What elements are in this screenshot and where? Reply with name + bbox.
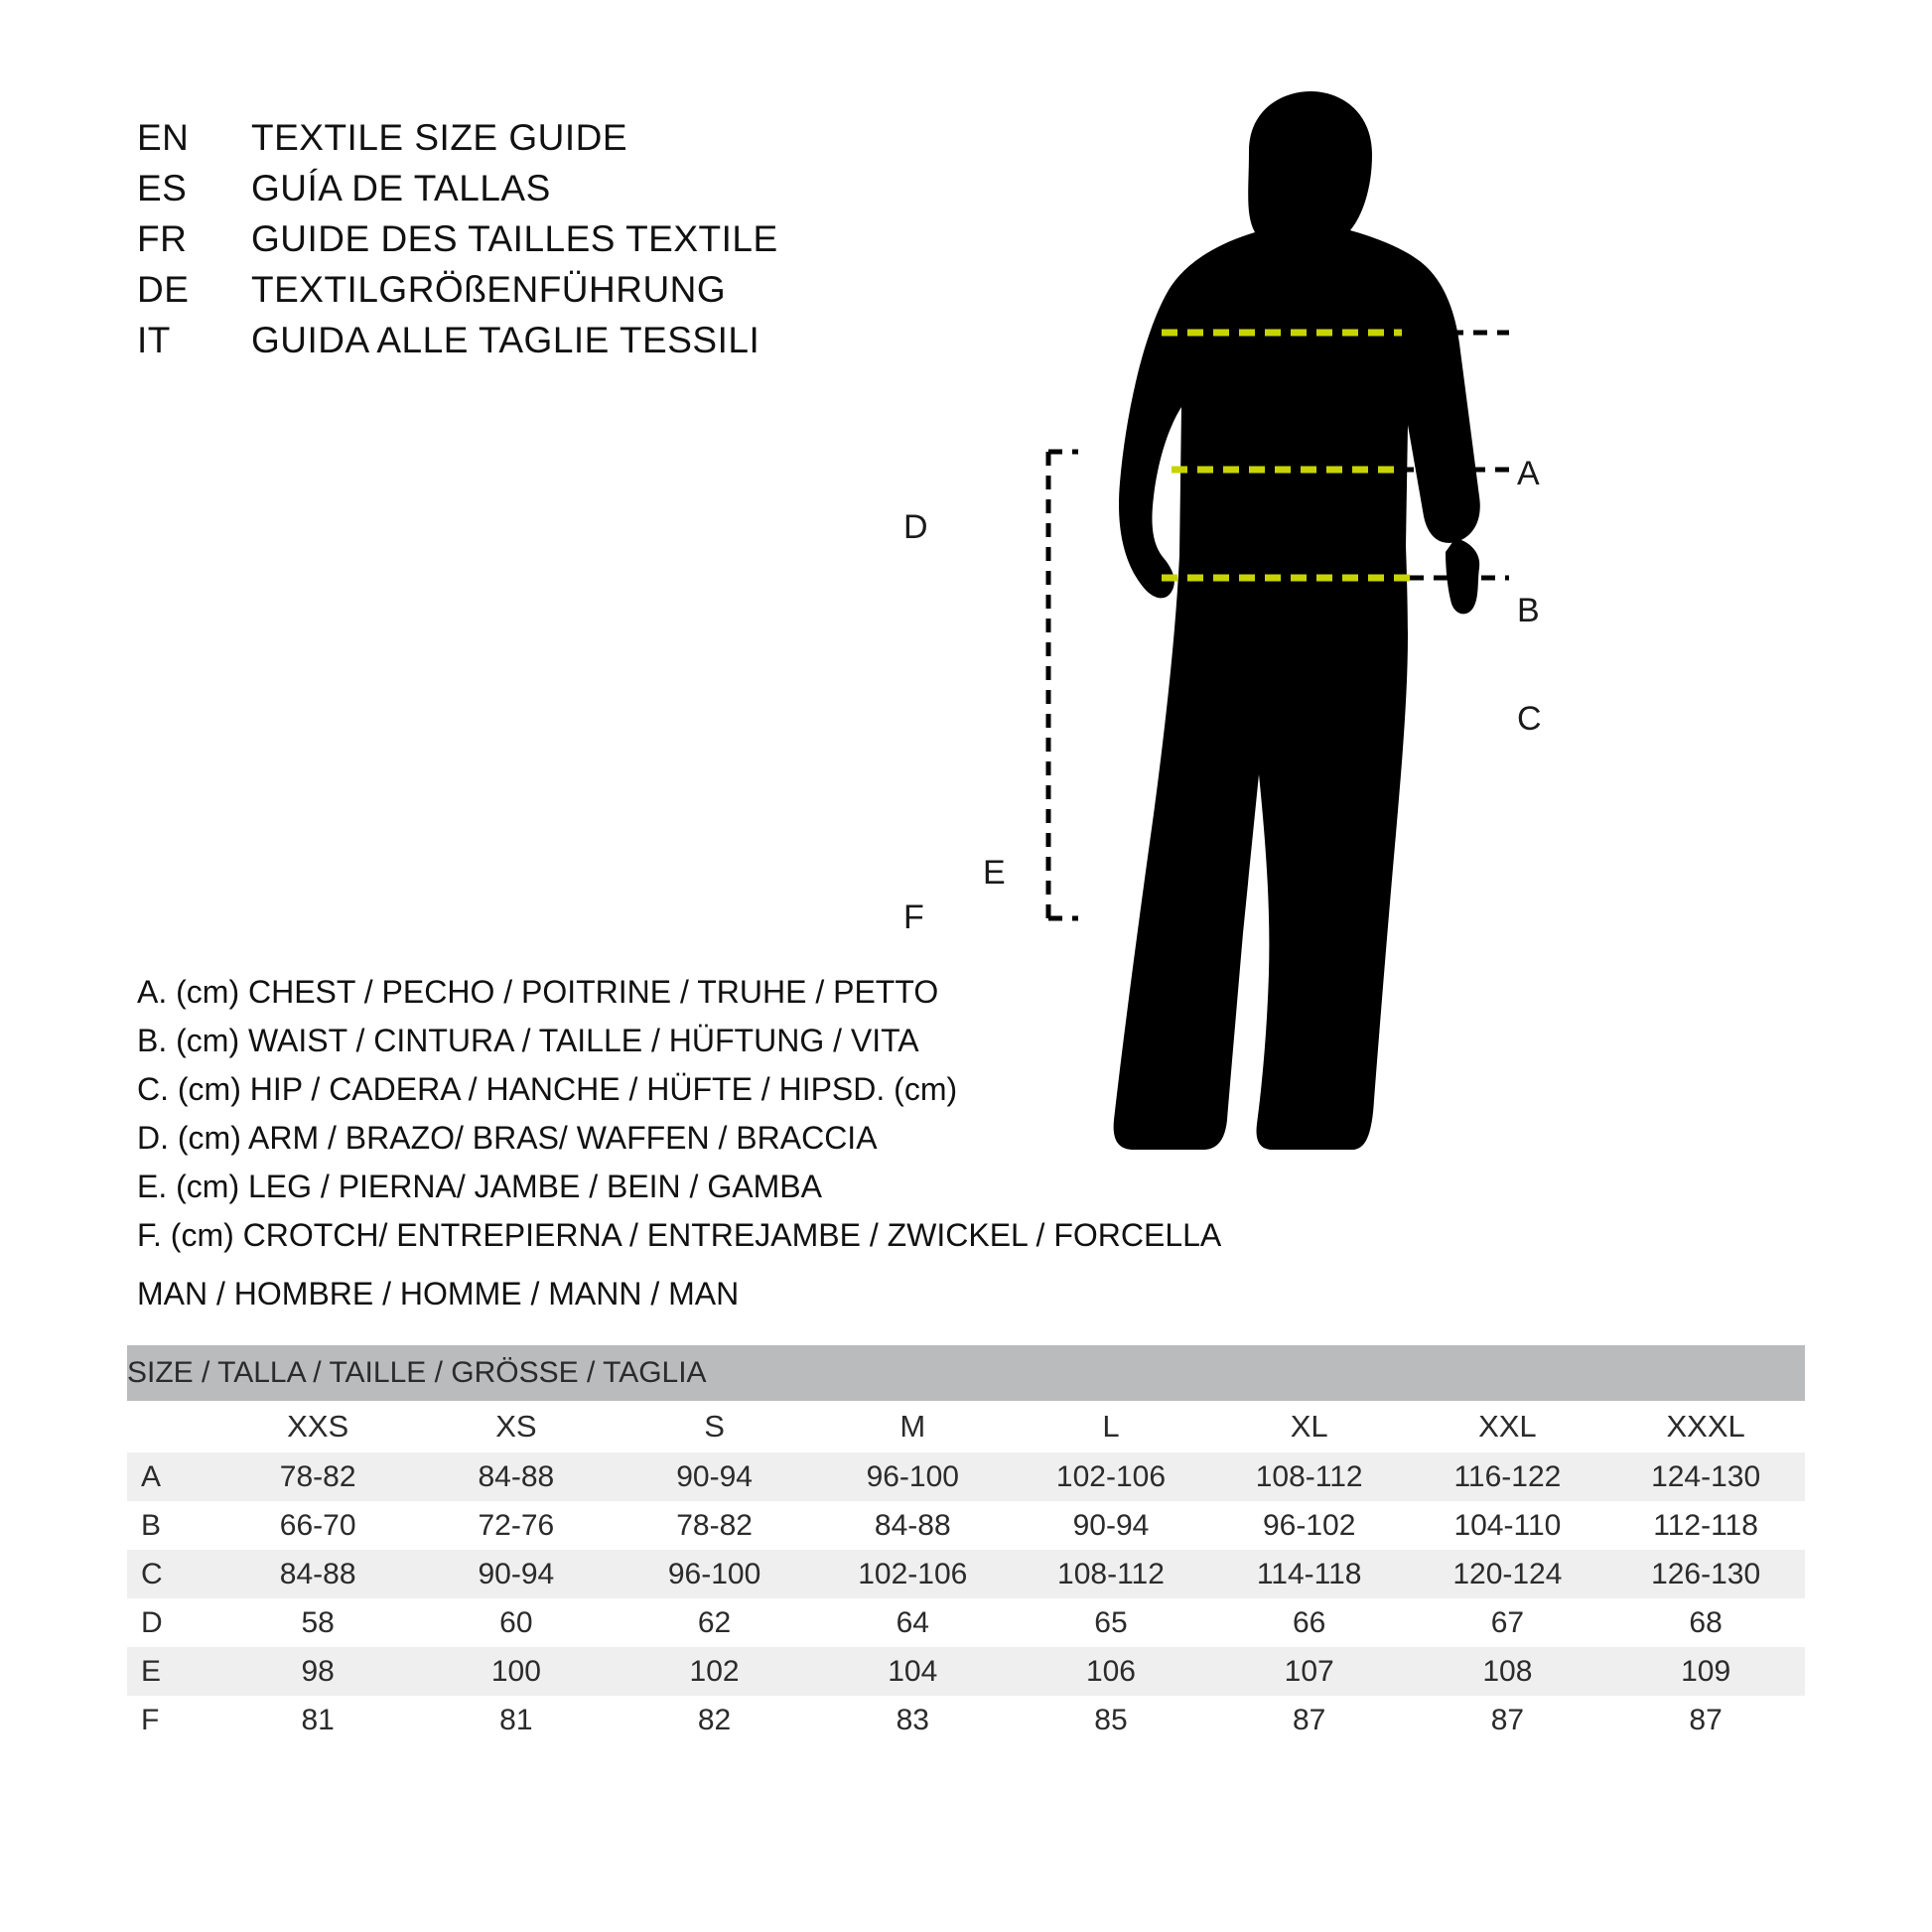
leg-bracket — [1048, 452, 1078, 918]
cell-e-l: 106 — [1012, 1647, 1210, 1696]
legend-line-e: E. (cm) LEG / PIERNA/ JAMBE / BEIN / GAMBA — [137, 1169, 822, 1204]
cell-f-xxs: 81 — [218, 1696, 417, 1744]
title-lang-en: EN — [137, 117, 190, 158]
size-header-xs: XS — [417, 1401, 616, 1452]
size-table — [127, 1345, 1805, 1744]
title-lang-de: DE — [137, 269, 190, 310]
cell-c-xxl: 120-124 — [1409, 1550, 1607, 1598]
cell-a-m: 96-100 — [813, 1452, 1012, 1501]
title-row-es — [137, 168, 778, 218]
cell-a-s: 90-94 — [616, 1452, 814, 1501]
table-row — [127, 1696, 1805, 1744]
cell-e-xxxl: 109 — [1606, 1647, 1805, 1696]
table-band-row — [127, 1345, 1805, 1401]
table-row — [127, 1501, 1805, 1550]
cell-e-xxl: 108 — [1409, 1647, 1607, 1696]
size-header-m: M — [813, 1401, 1012, 1452]
row-label-a: A — [127, 1452, 218, 1501]
cell-d-s: 62 — [616, 1598, 814, 1647]
row-label-c: C — [127, 1550, 218, 1598]
size-table-wrapper — [127, 1345, 1805, 1744]
cell-d-xxl: 67 — [1409, 1598, 1607, 1647]
cell-a-xl: 108-112 — [1210, 1452, 1409, 1501]
cell-f-xxxl: 87 — [1606, 1696, 1805, 1744]
cell-b-xl: 96-102 — [1210, 1501, 1409, 1550]
cell-d-l: 65 — [1012, 1598, 1210, 1647]
title-block — [137, 117, 778, 370]
cell-e-m: 104 — [813, 1647, 1012, 1696]
title-row-it — [137, 320, 778, 370]
cell-f-l: 85 — [1012, 1696, 1210, 1744]
legend-line-d: D. (cm) ARM / BRAZO/ BRAS/ WAFFEN / BRACCIA — [137, 1120, 878, 1156]
legend-line-c: C. (cm) HIP / CADERA / HANCHE / HÜFTE / HIPSD. (cm) — [137, 1071, 958, 1107]
cell-b-xxxl: 112-118 — [1606, 1501, 1805, 1550]
cell-b-xs: 72-76 — [417, 1501, 616, 1550]
legend-block — [137, 968, 1221, 1260]
cell-e-xxs: 98 — [218, 1647, 417, 1696]
row-label-e: E — [127, 1647, 218, 1696]
size-header-xxxl: XXXL — [1606, 1401, 1805, 1452]
cell-f-s: 82 — [616, 1696, 814, 1744]
legend-line-a: A. (cm) CHEST / PECHO / POITRINE / TRUHE / PETTO — [137, 974, 939, 1010]
cell-c-xxxl: 126-130 — [1606, 1550, 1805, 1598]
cell-b-l: 90-94 — [1012, 1501, 1210, 1550]
title-lang-fr: FR — [137, 218, 188, 259]
size-header-l: L — [1012, 1401, 1210, 1452]
cell-d-xl: 66 — [1210, 1598, 1409, 1647]
table-row — [127, 1598, 1805, 1647]
cell-b-s: 78-82 — [616, 1501, 814, 1550]
table-size-header-row — [127, 1401, 1805, 1452]
legend-line-f: F. (cm) CROTCH/ ENTREPIERNA / ENTREJAMBE / ZWICKEL / FORCELLA — [137, 1217, 1222, 1253]
title-text-en: TEXTILE SIZE GUIDE — [251, 117, 628, 158]
title-row-en — [137, 117, 778, 168]
label-d: D — [903, 508, 928, 546]
cell-d-xs: 60 — [417, 1598, 616, 1647]
cell-a-l: 102-106 — [1012, 1452, 1210, 1501]
cell-f-m: 83 — [813, 1696, 1012, 1744]
cell-f-xl: 87 — [1210, 1696, 1409, 1744]
cell-d-xxs: 58 — [218, 1598, 417, 1647]
cell-c-xl: 114-118 — [1210, 1550, 1409, 1598]
cell-b-xxs: 66-70 — [218, 1501, 417, 1550]
corner-cell — [127, 1401, 218, 1452]
row-label-b: B — [127, 1501, 218, 1550]
title-row-fr — [137, 218, 778, 269]
cell-a-xxs: 78-82 — [218, 1452, 417, 1501]
cell-a-xxl: 116-122 — [1409, 1452, 1607, 1501]
table-row — [127, 1452, 1805, 1501]
label-b: B — [1517, 592, 1540, 629]
cell-b-xxl: 104-110 — [1409, 1501, 1607, 1550]
cell-c-m: 102-106 — [813, 1550, 1012, 1598]
cell-b-m: 84-88 — [813, 1501, 1012, 1550]
title-text-es: GUÍA DE TALLAS — [251, 168, 551, 208]
cell-f-xxl: 87 — [1409, 1696, 1607, 1744]
cell-a-xxxl: 124-130 — [1606, 1452, 1805, 1501]
title-text-de: TEXTILGRÖßENFÜHRUNG — [251, 269, 727, 310]
title-text-fr: GUIDE DES TAILLES TEXTILE — [251, 218, 778, 259]
label-c: C — [1517, 700, 1542, 738]
title-row-de — [137, 269, 778, 320]
cell-e-xs: 100 — [417, 1647, 616, 1696]
label-f: F — [903, 898, 924, 936]
cell-d-m: 64 — [813, 1598, 1012, 1647]
table-row — [127, 1647, 1805, 1696]
cell-e-xl: 107 — [1210, 1647, 1409, 1696]
table-row — [127, 1550, 1805, 1598]
cell-a-xs: 84-88 — [417, 1452, 616, 1501]
cell-c-s: 96-100 — [616, 1550, 814, 1598]
title-lang-es: ES — [137, 168, 188, 208]
cell-d-xxxl: 68 — [1606, 1598, 1805, 1647]
cell-e-s: 102 — [616, 1647, 814, 1696]
cell-c-xs: 90-94 — [417, 1550, 616, 1598]
size-header-xxs: XXS — [218, 1401, 417, 1452]
label-e: E — [983, 854, 1006, 892]
gender-label: MAN / HOMBRE / HOMME / MANN / MAN — [137, 1276, 740, 1311]
row-label-f: F — [127, 1696, 218, 1744]
cell-f-xs: 81 — [417, 1696, 616, 1744]
cell-c-xxs: 84-88 — [218, 1550, 417, 1598]
size-header-xl: XL — [1210, 1401, 1409, 1452]
row-label-d: D — [127, 1598, 218, 1647]
cell-c-l: 108-112 — [1012, 1550, 1210, 1598]
title-text-it: GUIDA ALLE TAGLIE TESSILI — [251, 320, 760, 360]
legend-line-b: B. (cm) WAIST / CINTURA / TAILLE / HÜFTUNG / VITA — [137, 1023, 919, 1058]
label-a: A — [1517, 455, 1540, 492]
table-band-label: SIZE / TALLA / TAILLE / GRÖSSE / TAGLIA — [127, 1345, 1805, 1401]
size-header-xxl: XXL — [1409, 1401, 1607, 1452]
size-header-s: S — [616, 1401, 814, 1452]
title-lang-it: IT — [137, 320, 171, 360]
